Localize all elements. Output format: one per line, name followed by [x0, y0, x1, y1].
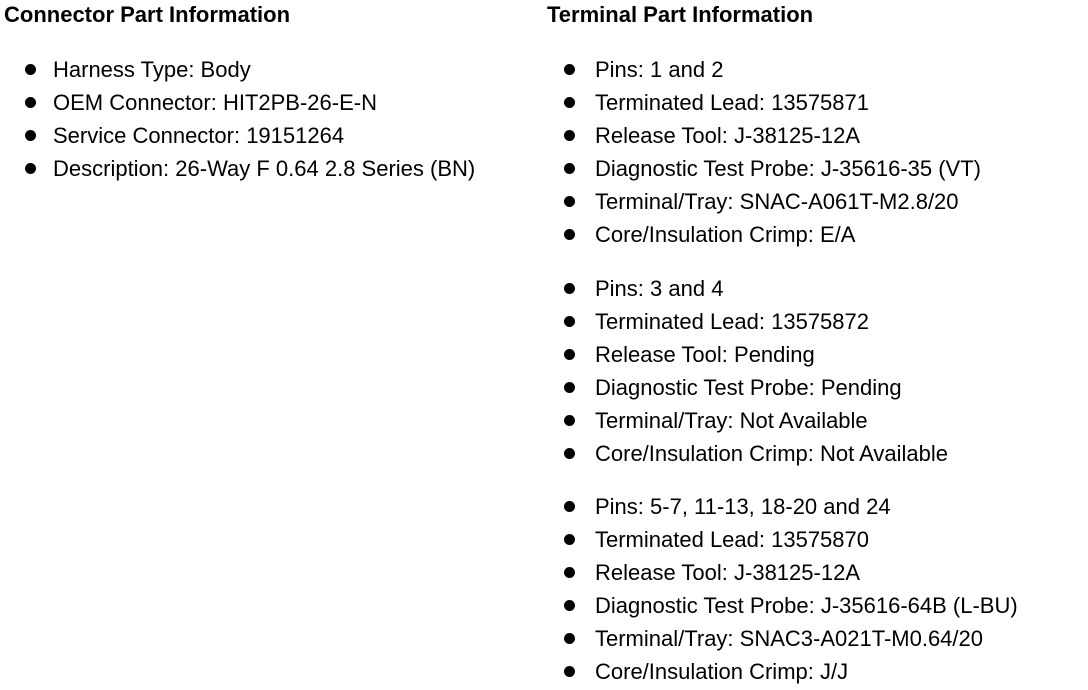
- list-item: [547, 119, 1087, 152]
- connector-heading: Connector Part Information: [4, 2, 291, 27]
- bullet-icon: [564, 567, 575, 578]
- bullet-icon: [564, 130, 575, 141]
- bullet-icon: [564, 382, 575, 393]
- bullet-icon: [564, 97, 575, 108]
- list-item: [547, 185, 1087, 218]
- terminal-group-pins-5-24: [547, 490, 1087, 688]
- list-item-text: Terminal/Tray: Not Available: [595, 408, 868, 433]
- bullet-icon: [25, 130, 36, 141]
- list-item: [547, 523, 1087, 556]
- connector-info-list: [4, 53, 544, 185]
- bullet-icon: [564, 633, 575, 644]
- list-item-text: Pins: 5-7, 11-13, 18-20 and 24: [595, 494, 891, 519]
- bullet-icon: [564, 415, 575, 426]
- bullet-icon: [564, 349, 575, 360]
- list-item-text: Core/Insulation Crimp: J/J: [595, 659, 849, 684]
- connector-part-information-section: [4, 0, 544, 181]
- list-item-text: Diagnostic Test Probe: J-35616-35 (VT): [595, 156, 981, 181]
- list-item: [547, 556, 1087, 589]
- bullet-icon: [564, 600, 575, 611]
- list-item-text: Service Connector: 19151264: [53, 123, 345, 148]
- list-item: [547, 622, 1087, 655]
- list-item: [547, 490, 1087, 523]
- bullet-icon: [25, 64, 36, 75]
- bullet-icon: [564, 534, 575, 545]
- list-item-text: Release Tool: Pending: [595, 342, 815, 367]
- list-item-text: Core/Insulation Crimp: Not Available: [595, 441, 948, 466]
- bullet-icon: [564, 64, 575, 75]
- list-item-text: Description: 26-Way F 0.64 2.8 Series (BN): [53, 156, 476, 181]
- bullet-icon: [564, 163, 575, 174]
- terminal-group-pins-1-2: [547, 53, 1087, 251]
- list-item: [547, 86, 1087, 119]
- list-item-text: Release Tool: J-38125-12A: [595, 560, 860, 585]
- list-item-text: Terminal/Tray: SNAC3-A021T-M0.64/20: [595, 626, 983, 651]
- list-item-text: Release Tool: J-38125-12A: [595, 123, 860, 148]
- list-item: [4, 86, 544, 119]
- list-item: [4, 119, 544, 152]
- list-item: [547, 437, 1087, 470]
- list-item: [4, 152, 544, 185]
- list-item: [547, 371, 1087, 404]
- list-item: [547, 305, 1087, 338]
- list-item-text: Terminated Lead: 13575870: [595, 527, 869, 552]
- bullet-icon: [564, 196, 575, 207]
- list-item: [547, 589, 1087, 622]
- terminal-group-pins-3-4: [547, 272, 1087, 470]
- list-item: [547, 53, 1087, 86]
- list-item-text: Diagnostic Test Probe: Pending: [595, 375, 902, 400]
- list-item: [547, 338, 1087, 371]
- list-item-text: Terminated Lead: 13575871: [595, 90, 869, 115]
- list-item: [547, 655, 1087, 688]
- list-item-text: Diagnostic Test Probe: J-35616-64B (L-BU): [595, 593, 1018, 618]
- list-item-text: Harness Type: Body: [53, 57, 251, 82]
- list-item: [547, 272, 1087, 305]
- list-item-text: Pins: 1 and 2: [595, 57, 724, 82]
- list-item: [547, 404, 1087, 437]
- bullet-icon: [564, 666, 575, 677]
- list-item: [4, 53, 544, 86]
- terminal-part-information-section: [547, 0, 1087, 684]
- bullet-icon: [564, 448, 575, 459]
- list-item-text: Pins: 3 and 4: [595, 276, 724, 301]
- list-item-text: Terminated Lead: 13575872: [595, 309, 869, 334]
- bullet-icon: [25, 97, 36, 108]
- list-item-text: Core/Insulation Crimp: E/A: [595, 222, 856, 247]
- bullet-icon: [564, 229, 575, 240]
- list-item-text: Terminal/Tray: SNAC-A061T-M2.8/20: [595, 189, 959, 214]
- bullet-icon: [564, 316, 575, 327]
- list-item: [547, 152, 1087, 185]
- terminal-heading: Terminal Part Information: [547, 2, 814, 27]
- bullet-icon: [564, 283, 575, 294]
- list-item-text: OEM Connector: HIT2PB-26-E-N: [53, 90, 377, 115]
- bullet-icon: [25, 163, 36, 174]
- list-item: [547, 218, 1087, 251]
- bullet-icon: [564, 501, 575, 512]
